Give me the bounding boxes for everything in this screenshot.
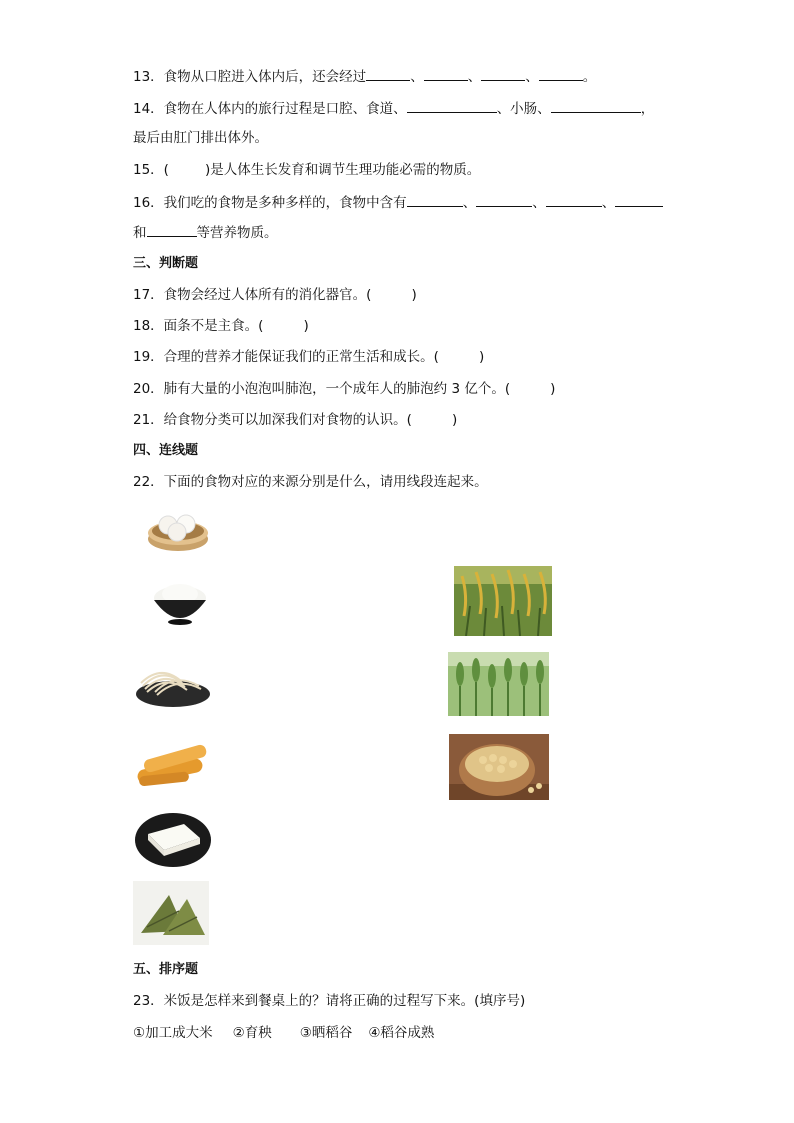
question-text: 16．我们吃的食物是多种多样的，食物中含有: [133, 195, 407, 211]
question-text: 18．面条不是主食。(: [133, 318, 264, 334]
question-16-line2: [133, 222, 278, 243]
question-13: [133, 66, 596, 87]
punctuation: 。: [582, 69, 597, 85]
question-14-line2: 最后由肛门排出体外。: [133, 130, 268, 146]
answer-blank[interactable]: [539, 66, 583, 81]
punctuation: ): [550, 381, 556, 397]
rice-bowl-image[interactable]: [149, 576, 211, 628]
rice-plant-image[interactable]: [454, 566, 552, 636]
option-2: ②育秧: [232, 1025, 272, 1041]
punctuation: ): [303, 318, 309, 334]
punctuation: ): [451, 412, 458, 428]
punctuation: ): [411, 287, 417, 303]
punctuation: ): [478, 349, 485, 365]
option-4: ④稻谷成熟: [368, 1025, 435, 1041]
question-text: )是人体生长发育和调节生理功能必需的物质。: [204, 162, 481, 178]
answer-blank[interactable]: [407, 192, 463, 207]
steamed-buns-image[interactable]: [146, 503, 210, 553]
answer-blank[interactable]: [546, 192, 602, 207]
answer-blank[interactable]: [424, 66, 468, 81]
punctuation: ，: [640, 101, 655, 117]
noodles-image[interactable]: [133, 656, 211, 710]
answer-blank[interactable]: [551, 98, 641, 113]
question-19: [133, 347, 484, 367]
answer-blank[interactable]: [366, 66, 410, 81]
question-text: 19．合理的营养才能保证我们的正常生活和成长。(: [133, 349, 439, 365]
question-14: [133, 98, 654, 119]
section-heading-matching: 四、连线题: [133, 443, 199, 458]
question-text: 15．(: [133, 162, 169, 178]
question-text: 14．食物在人体内的旅行过程是口腔、食道、: [133, 101, 407, 117]
question-16: [133, 192, 663, 213]
ordering-options: [133, 1023, 434, 1043]
section-heading-ordering: 五、排序题: [133, 962, 199, 977]
answer-blank[interactable]: [476, 192, 532, 207]
question-21: [133, 410, 457, 430]
separator: 、: [532, 195, 546, 211]
question-text: 等营养物质。: [196, 225, 278, 241]
separator: 、: [410, 69, 424, 85]
answer-blank[interactable]: [407, 98, 497, 113]
separator: 、: [525, 69, 539, 85]
tofu-image[interactable]: [134, 812, 212, 868]
answer-blank[interactable]: [615, 192, 663, 207]
option-1: ①加工成大米: [133, 1025, 213, 1041]
option-3: ③晒稻谷: [299, 1025, 353, 1041]
answer-blank[interactable]: [481, 66, 525, 81]
question-text: 17．食物会经过人体所有的消化器官。(: [133, 287, 372, 303]
soybeans-image[interactable]: [449, 734, 549, 800]
question-18: [133, 316, 309, 336]
question-23: 23．米饭是怎样来到餐桌上的？请将正确的过程写下来。(填序号): [133, 993, 526, 1009]
separator: 、: [601, 195, 616, 211]
question-text: 、小肠、: [496, 101, 551, 117]
question-22: 22．下面的食物对应的来源分别是什么，请用线段连起来。: [133, 474, 488, 490]
question-20: [133, 379, 555, 399]
section-heading-judgment: 三、判断题: [133, 256, 199, 271]
wheat-image[interactable]: [448, 652, 549, 716]
separator: 、: [467, 69, 482, 85]
question-text: 21．给食物分类可以加深我们对食物的认识。(: [133, 412, 412, 428]
question-15: [133, 160, 480, 180]
zongzi-image[interactable]: [133, 881, 209, 945]
question-text: 20．肺有大量的小泡泡叫肺泡，一个成年人的肺泡约 3 亿个。(: [133, 381, 511, 397]
answer-blank[interactable]: [147, 222, 197, 237]
fried-dough-sticks-image[interactable]: [133, 738, 211, 790]
question-17: [133, 285, 417, 305]
question-text: 13．食物从口腔进入体内后，还会经过: [133, 69, 367, 85]
separator: 、: [462, 195, 477, 211]
question-text: 和: [133, 225, 147, 241]
